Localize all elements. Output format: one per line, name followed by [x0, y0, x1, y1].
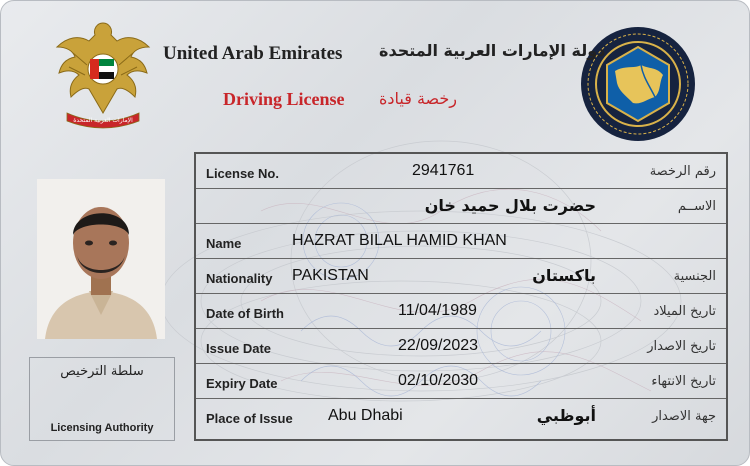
issue-date-label-ar: تاريخ الاصدار [647, 339, 716, 354]
issue-date-value: 22/09/2023 [398, 337, 479, 354]
license-details-table [194, 152, 728, 441]
country-title-ar: دولة الإمارات العربية المتحدة [379, 41, 606, 60]
nationality-label-en: Nationality [206, 271, 273, 286]
place-of-issue-value-ar: أبوظبي [536, 406, 596, 425]
name-value-ar: حضرت بلال حميد خان [424, 196, 596, 215]
dob-value: 11/04/1989 [398, 302, 477, 319]
dob-label-ar: تاريخ الميلاد [653, 304, 716, 319]
holder-photo [37, 179, 165, 339]
row-license-no [196, 154, 726, 189]
name-value: HAZRAT BILAL HAMID KHAN [292, 232, 507, 249]
nationality-value-ar: باكستان [532, 266, 596, 285]
license-no-label-ar: رقم الرخصة [649, 164, 716, 179]
document-title-en: Driving License [223, 89, 345, 109]
holder-photo-illustration [37, 179, 165, 339]
place-of-issue-label-ar: جهة الاصدار [652, 409, 716, 424]
row-name [196, 224, 726, 259]
nationality-value: PAKISTAN [292, 267, 369, 284]
place-of-issue-value: Abu Dhabi [328, 407, 403, 424]
country-title-en: United Arab Emirates [163, 43, 343, 64]
place-of-issue-label-en: Place of Issue [206, 411, 293, 426]
license-no-label-en: License No. [206, 166, 279, 181]
row-name-ar [196, 189, 726, 224]
row-issue-date [196, 329, 726, 364]
issue-date-label-en: Issue Date [206, 341, 272, 356]
expiry-date-value: 02/10/2030 [398, 372, 479, 389]
name-label-ar: الاســم [677, 199, 716, 214]
uae-falcon-emblem-icon [53, 17, 153, 133]
name-label-en: Name [206, 236, 242, 251]
row-nationality [196, 259, 726, 294]
row-place-of-issue [196, 399, 726, 433]
emblem-ribbon-text: الإمارات العربية المتحدة [73, 117, 133, 124]
row-date-of-birth [196, 294, 726, 329]
document-title-ar: رخصة قيادة [379, 89, 458, 108]
expiry-date-label-ar: تاريخ الانتهاء [651, 374, 716, 389]
nationality-label-ar: الجنسية [673, 269, 716, 284]
license-no-value: 2941761 [412, 162, 475, 179]
row-expiry-date [196, 364, 726, 399]
licensing-authority-label-ar: سلطة الترخيص [60, 364, 144, 379]
licensing-authority-label-en: Licensing Authority [50, 422, 154, 434]
licensing-authority-box [29, 357, 175, 441]
expiry-date-label-en: Expiry Date [206, 376, 278, 391]
dob-label-en: Date of Birth [206, 306, 284, 321]
